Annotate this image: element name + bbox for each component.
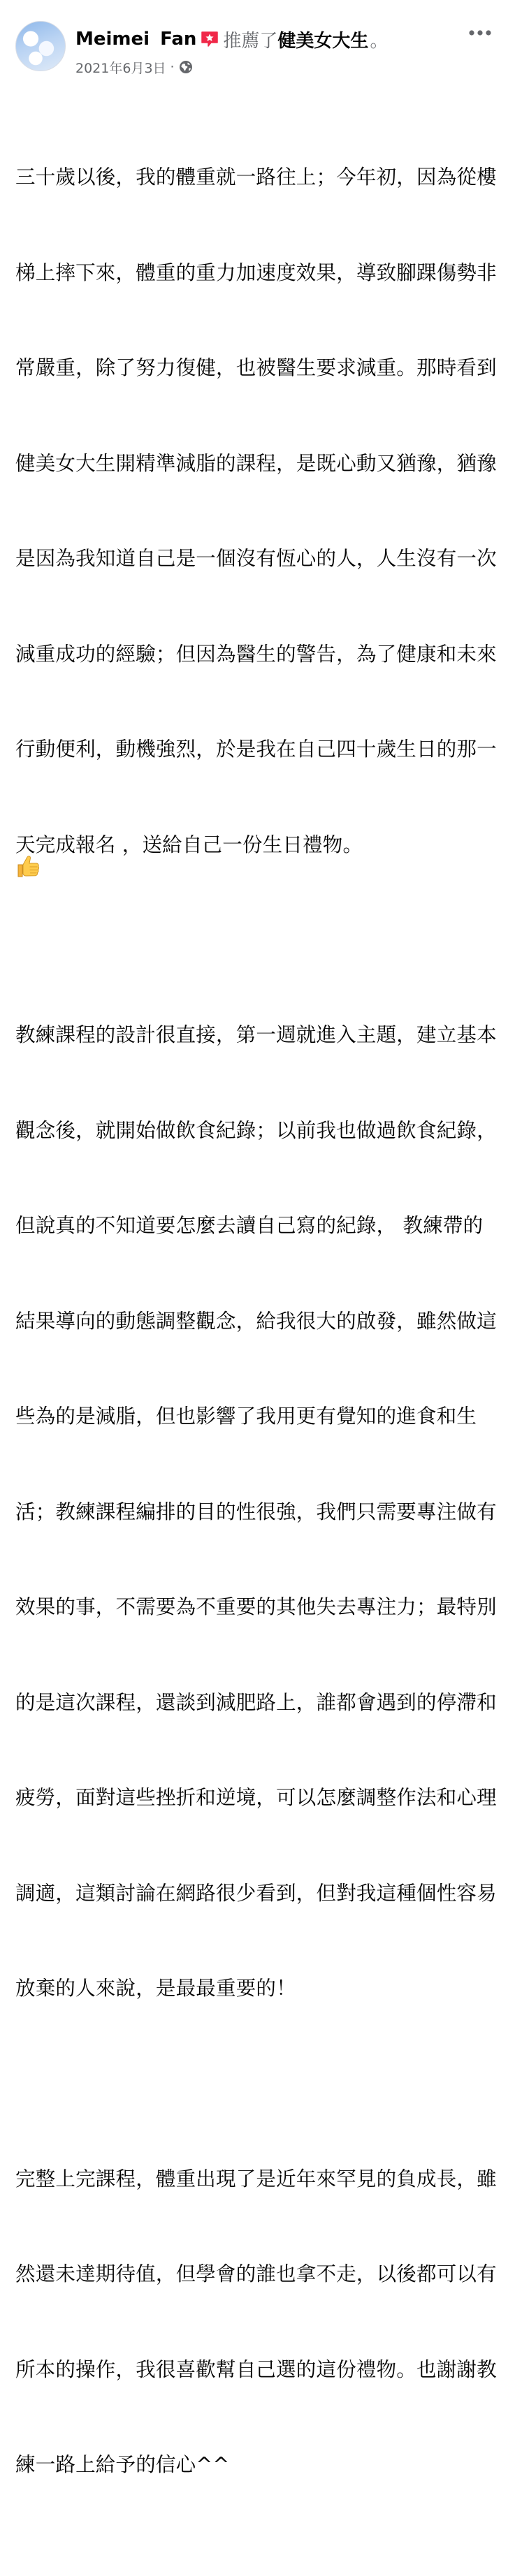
meta-separator: · [170, 59, 175, 75]
text-line: 完整上完課程，體重出現了是近年來罕見的負成長，雖 [15, 2167, 497, 2190]
post-header [15, 21, 501, 77]
text-line: 疲勞，面對這些挫折和逆境，可以怎麼調整作法和心理 [15, 1786, 497, 1809]
text-line: 健美女大生開精準減脂的課程，是既心動又猶豫，猶豫 [15, 451, 497, 475]
globe-icon[interactable] [179, 60, 193, 74]
page-name-link[interactable]: 健美女大生 [277, 30, 369, 52]
text-line: 些為的是減脂，但也影響了我用更有覺知的進食和生 [15, 1405, 477, 1428]
paragraph-2 [15, 956, 501, 2068]
thumbs-up-icon [15, 854, 41, 879]
text-line: 調適，這類討論在網路很少看到，但對我這種個性容易 [15, 1881, 497, 1905]
text-line: 效果的事，不需要為不重要的其他失去專注力；最特別 [15, 1595, 497, 1618]
text-line: 三十歲以後，我的體重就一路往上；今年初，因為從樓 [15, 166, 497, 189]
text-line: 天完成報名 ，送給自己一份生日禮物。 [15, 833, 363, 856]
text-line: 所本的操作，我很喜歡幫自己選的這份禮物。也謝謝教 [15, 2357, 497, 2381]
post-body [15, 98, 501, 2576]
text-line: 觀念後，就開始做飲食紀錄；以前我也做過飲食紀錄， [15, 1118, 497, 1142]
text-line: 練一路上給予的信心^^ [15, 2453, 230, 2476]
text-line: 梯上摔下來，體重的重力加速度效果，導致腳踝傷勢非 [15, 261, 497, 284]
author-avatar[interactable] [15, 21, 66, 71]
text-line: 是因為我知道自己是一個沒有恆心的人，人生沒有一次 [15, 547, 497, 570]
author-line [75, 25, 388, 53]
text-line: 然還未達期待值，但學會的誰也拿不走，以後都可以有 [15, 2262, 497, 2285]
post-meta [75, 57, 193, 77]
recommend-star-icon [201, 31, 219, 47]
text-line: 的是這次課程，還談到減肥路上，誰都會遇到的停滯和 [15, 1690, 497, 1714]
text-line: 結果導向的動態調整觀念，給我很大的啟發，雖然做這 [15, 1309, 497, 1333]
author-name[interactable]: Meimei Fan [75, 29, 197, 50]
text-line: 活；教練課程編排的目的性很強，我們只需要專注做有 [15, 1500, 497, 1523]
period: 。 [370, 30, 389, 52]
more-dots-icon [469, 30, 491, 36]
text-line: 常嚴重，除了努力復健，也被醫生要求減重。那時看到 [15, 356, 497, 379]
more-options-button[interactable] [465, 22, 495, 43]
paragraph-3 [15, 2100, 501, 2545]
text-line: 但說真的不知道要怎麼去讀自己寫的紀錄， 教練帶的 [15, 1214, 484, 1237]
post-date[interactable]: 2021年6月3日 [75, 60, 166, 76]
recommend-text: 推薦了 [223, 30, 278, 52]
text-line: 行動便利，動機強烈，於是我在自己四十歲生日的那一 [15, 738, 497, 761]
text-line: 放棄的人來說，是最最重要的！ [15, 1977, 296, 2000]
text-line: 減重成功的經驗；但因為醫生的警告，為了健康和未來 [15, 642, 497, 666]
text-line: 教練課程的設計很直接，第一週就進入主題，建立基本 [15, 1023, 497, 1046]
paragraph-1 [15, 98, 501, 924]
